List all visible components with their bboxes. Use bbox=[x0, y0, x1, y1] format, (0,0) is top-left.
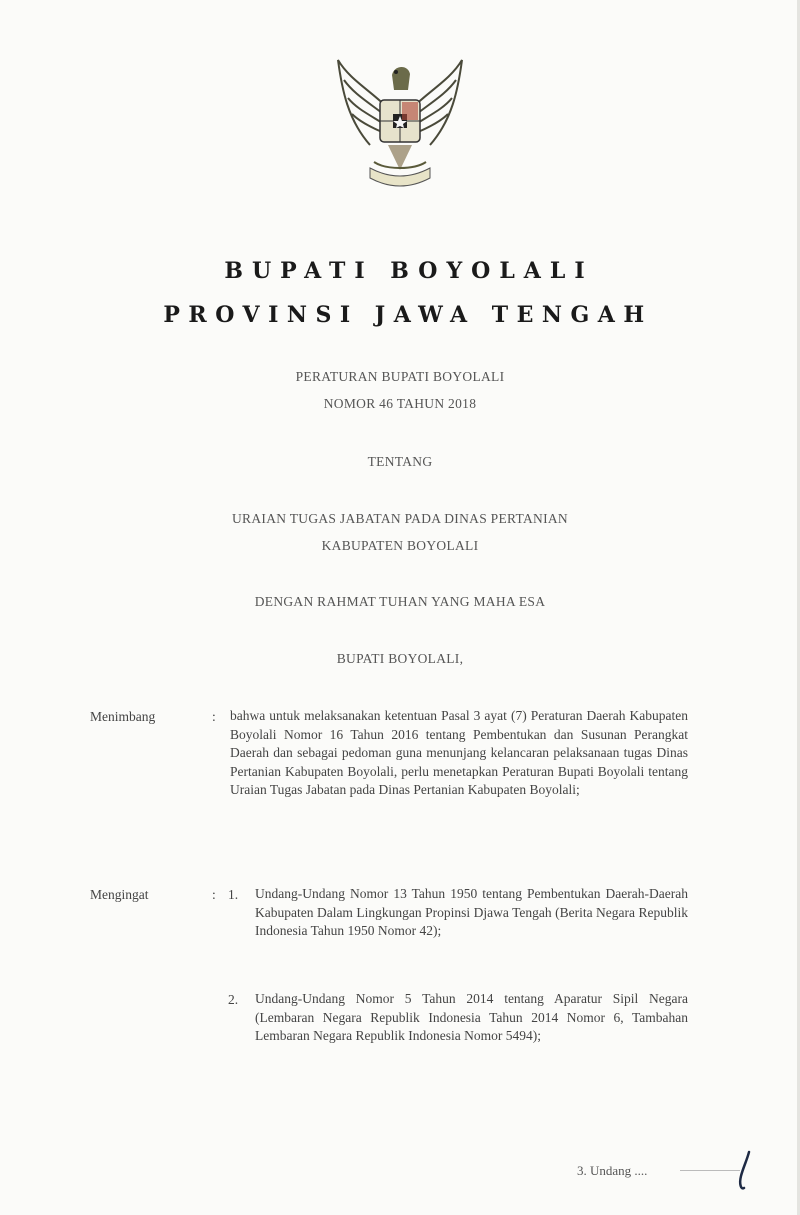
recalling-separator: : bbox=[212, 887, 216, 902]
continuation-rule bbox=[680, 1170, 740, 1171]
heading-line-2: PROVINSI JAWA TENGAH bbox=[163, 302, 653, 328]
regulation-number: NOMOR 46 TAHUN 2018 bbox=[323, 396, 477, 411]
handwritten-initial-icon bbox=[735, 1150, 755, 1192]
considering-label: Menimbang bbox=[90, 709, 156, 724]
about-label: TENTANG bbox=[367, 454, 433, 469]
subject-line-1: URAIAN TUGAS JABATAN PADA DINAS PERTANIAN bbox=[232, 511, 568, 526]
recalling-item-1-text: Undang-Undang Nomor 13 Tahun 1950 tentang Pembentukan Daerah-Daerah Kabupaten Dalam Lingkungan Propinsi Djawa Tengah (Berita Negara Republik Indonesia Tahun 1950 Nomor 42); bbox=[255, 886, 688, 938]
subject-line-2: KABUPATEN BOYOLALI bbox=[321, 538, 479, 553]
recalling-item-2-text: Undang-Undang Nomor 5 Tahun 2014 tentang Aparatur Sipil Negara (Lembaran Negara Republik Indonesia Tahun 2014 Nomor 6, Tambahan Lembaran Negara Republik Indonesia Nomor 5494); bbox=[255, 991, 688, 1043]
page-continuation: 3. Undang .... bbox=[577, 1163, 648, 1178]
considering-text: bahwa untuk melaksanakan ketentuan Pasal 3 ayat (7) Peraturan Daerah Kabupaten Boyolali Nomor 16 Tahun 2016 tentang Pembentukan dan Susunan Perangkat Daerah dan sebagai pedoman guna menunjang kelancaran pelaksanaan tugas Dinas Pertanian Kabupaten Boyolali, perlu menetapkan Peraturan Bupati Boyolali tentang Uraian Tugas Jabatan pada Dinas Pertanian Kabupaten Boyolali; bbox=[230, 708, 688, 797]
recalling-item-1-number: 1. bbox=[228, 887, 239, 902]
authority: BUPATI BOYOLALI, bbox=[336, 651, 464, 666]
invocation: DENGAN RAHMAT TUHAN YANG MAHA ESA bbox=[254, 594, 546, 609]
recalling-item-2-number: 2. bbox=[228, 992, 239, 1007]
garuda-emblem-icon bbox=[330, 50, 470, 195]
regulation-type: PERATURAN BUPATI BOYOLALI bbox=[295, 369, 505, 384]
considering-separator: : bbox=[212, 709, 216, 724]
recalling-label: Mengingat bbox=[90, 887, 149, 902]
heading-line-1: BUPATI BOYOLALI bbox=[224, 258, 594, 284]
